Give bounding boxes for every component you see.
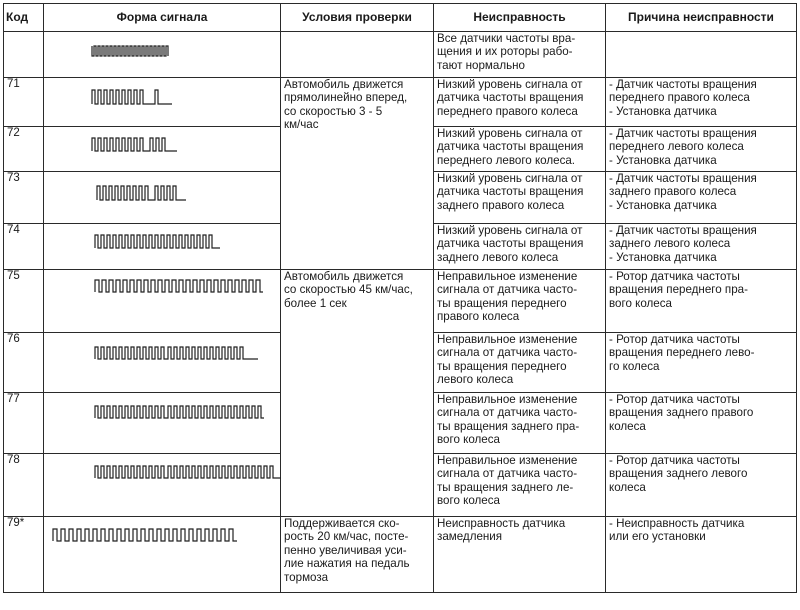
row-code: 79* [4,517,44,593]
row-code [4,32,44,78]
cause-text: - Неисправность датчика или его установки [606,517,797,593]
fault-text: Низкий уровень сигнала от датчика частоты вращения переднего левого колеса. [434,127,606,172]
waveform-cell [44,78,281,127]
header-fault: Неисправность [434,4,606,32]
header-conditions: Условия проверки [281,4,434,32]
conditions-braking: Поддерживается ско- рость 20 км/час, посте- пенно увеличивая уси- лие нажатия на педаль тормоза [281,517,434,593]
waveform-cell [44,517,281,593]
cause-text: - Ротор датчика частоты вращения переднего лево- го колеса [606,333,797,393]
cause-text: - Ротор датчика частоты вращения заднего правого колеса [606,393,797,454]
table-row [4,78,797,127]
waveform-normal-dense [47,32,284,76]
waveform-irregular [47,333,284,391]
waveform-cell [44,270,281,333]
cause-text: - Ротор датчика частоты вращения переднего пра- вого колеса [606,270,797,333]
cause-text: - Датчик частоты вращения заднего правого колеса - Установка датчика [606,172,797,224]
fault-text: Неправильное изменение сигнала от датчика часто- ты вращения переднего правого колеса [434,270,606,333]
fault-text: Неправильное изменение сигнала от датчика часто- ты вращения заднего пра- вого колеса [434,393,606,454]
fault-text: Низкий уровень сигнала от датчика частоты вращения переднего правого колеса [434,78,606,127]
fault-text: Неправильное изменение сигнала от датчика часто- ты вращения заднего ле- вого колеса [434,454,606,517]
conditions-high-speed: Автомобиль движется со скоростью 45 км/час, более 1 сек [281,270,434,517]
row-code: 71 [4,78,44,127]
table-row [4,517,797,593]
table-row [4,32,797,78]
header-code: Код [4,4,44,32]
conditions-cell-empty [281,32,434,78]
waveform-irregular [47,454,284,515]
fault-text: Неправильное изменение сигнала от датчика часто- ты вращения переднего левого колеса [434,333,606,393]
waveform-irregular [47,270,284,331]
header-cause: Причина неисправности [606,4,797,32]
waveform-dropout-short [47,224,284,268]
waveform-cell [44,454,281,517]
row-code: 73 [4,172,44,224]
waveform-cell [44,172,281,224]
fault-text: Низкий уровень сигнала от датчика частоты вращения заднего левого колеса [434,224,606,270]
row-code: 78 [4,454,44,517]
waveform-dropout-short [47,172,284,222]
waveform-cell [44,32,281,78]
header-waveform: Форма сигнала [44,4,281,32]
row-code: 72 [4,127,44,172]
cause-text: - Датчик частоты вращения переднего правого колеса - Установка датчика [606,78,797,127]
row-code: 76 [4,333,44,393]
fault-text: Низкий уровень сигнала от датчика частоты вращения заднего правого колеса [434,172,606,224]
cause-text [606,32,797,78]
cause-text: - Ротор датчика частоты вращения заднего левого колеса [606,454,797,517]
row-code: 75 [4,270,44,333]
waveform-long-pulses [47,517,284,591]
conditions-low-speed: Автомобиль движется прямолинейно вперед, со скоростью 3 - 5 км/час [281,78,434,270]
waveform-cell [44,393,281,454]
waveform-cell [44,224,281,270]
waveform-cell [44,333,281,393]
cause-text: - Датчик частоты вращения заднего левого колеса - Установка датчика [606,224,797,270]
waveform-irregular [47,393,284,452]
table-header-row [4,4,797,32]
cause-text: - Датчик частоты вращения переднего левого колеса - Установка датчика [606,127,797,172]
waveform-dropout-short [47,78,284,125]
table-row [4,270,797,333]
fault-text: Неисправность датчика замедления [434,517,606,593]
row-code: 74 [4,224,44,270]
waveform-dropout-short [47,127,284,170]
diagnostic-codes-table [3,3,797,593]
waveform-cell [44,127,281,172]
row-code: 77 [4,393,44,454]
fault-text: Все датчики частоты вра- щения и их роторы рабо- тают нормально [434,32,606,78]
